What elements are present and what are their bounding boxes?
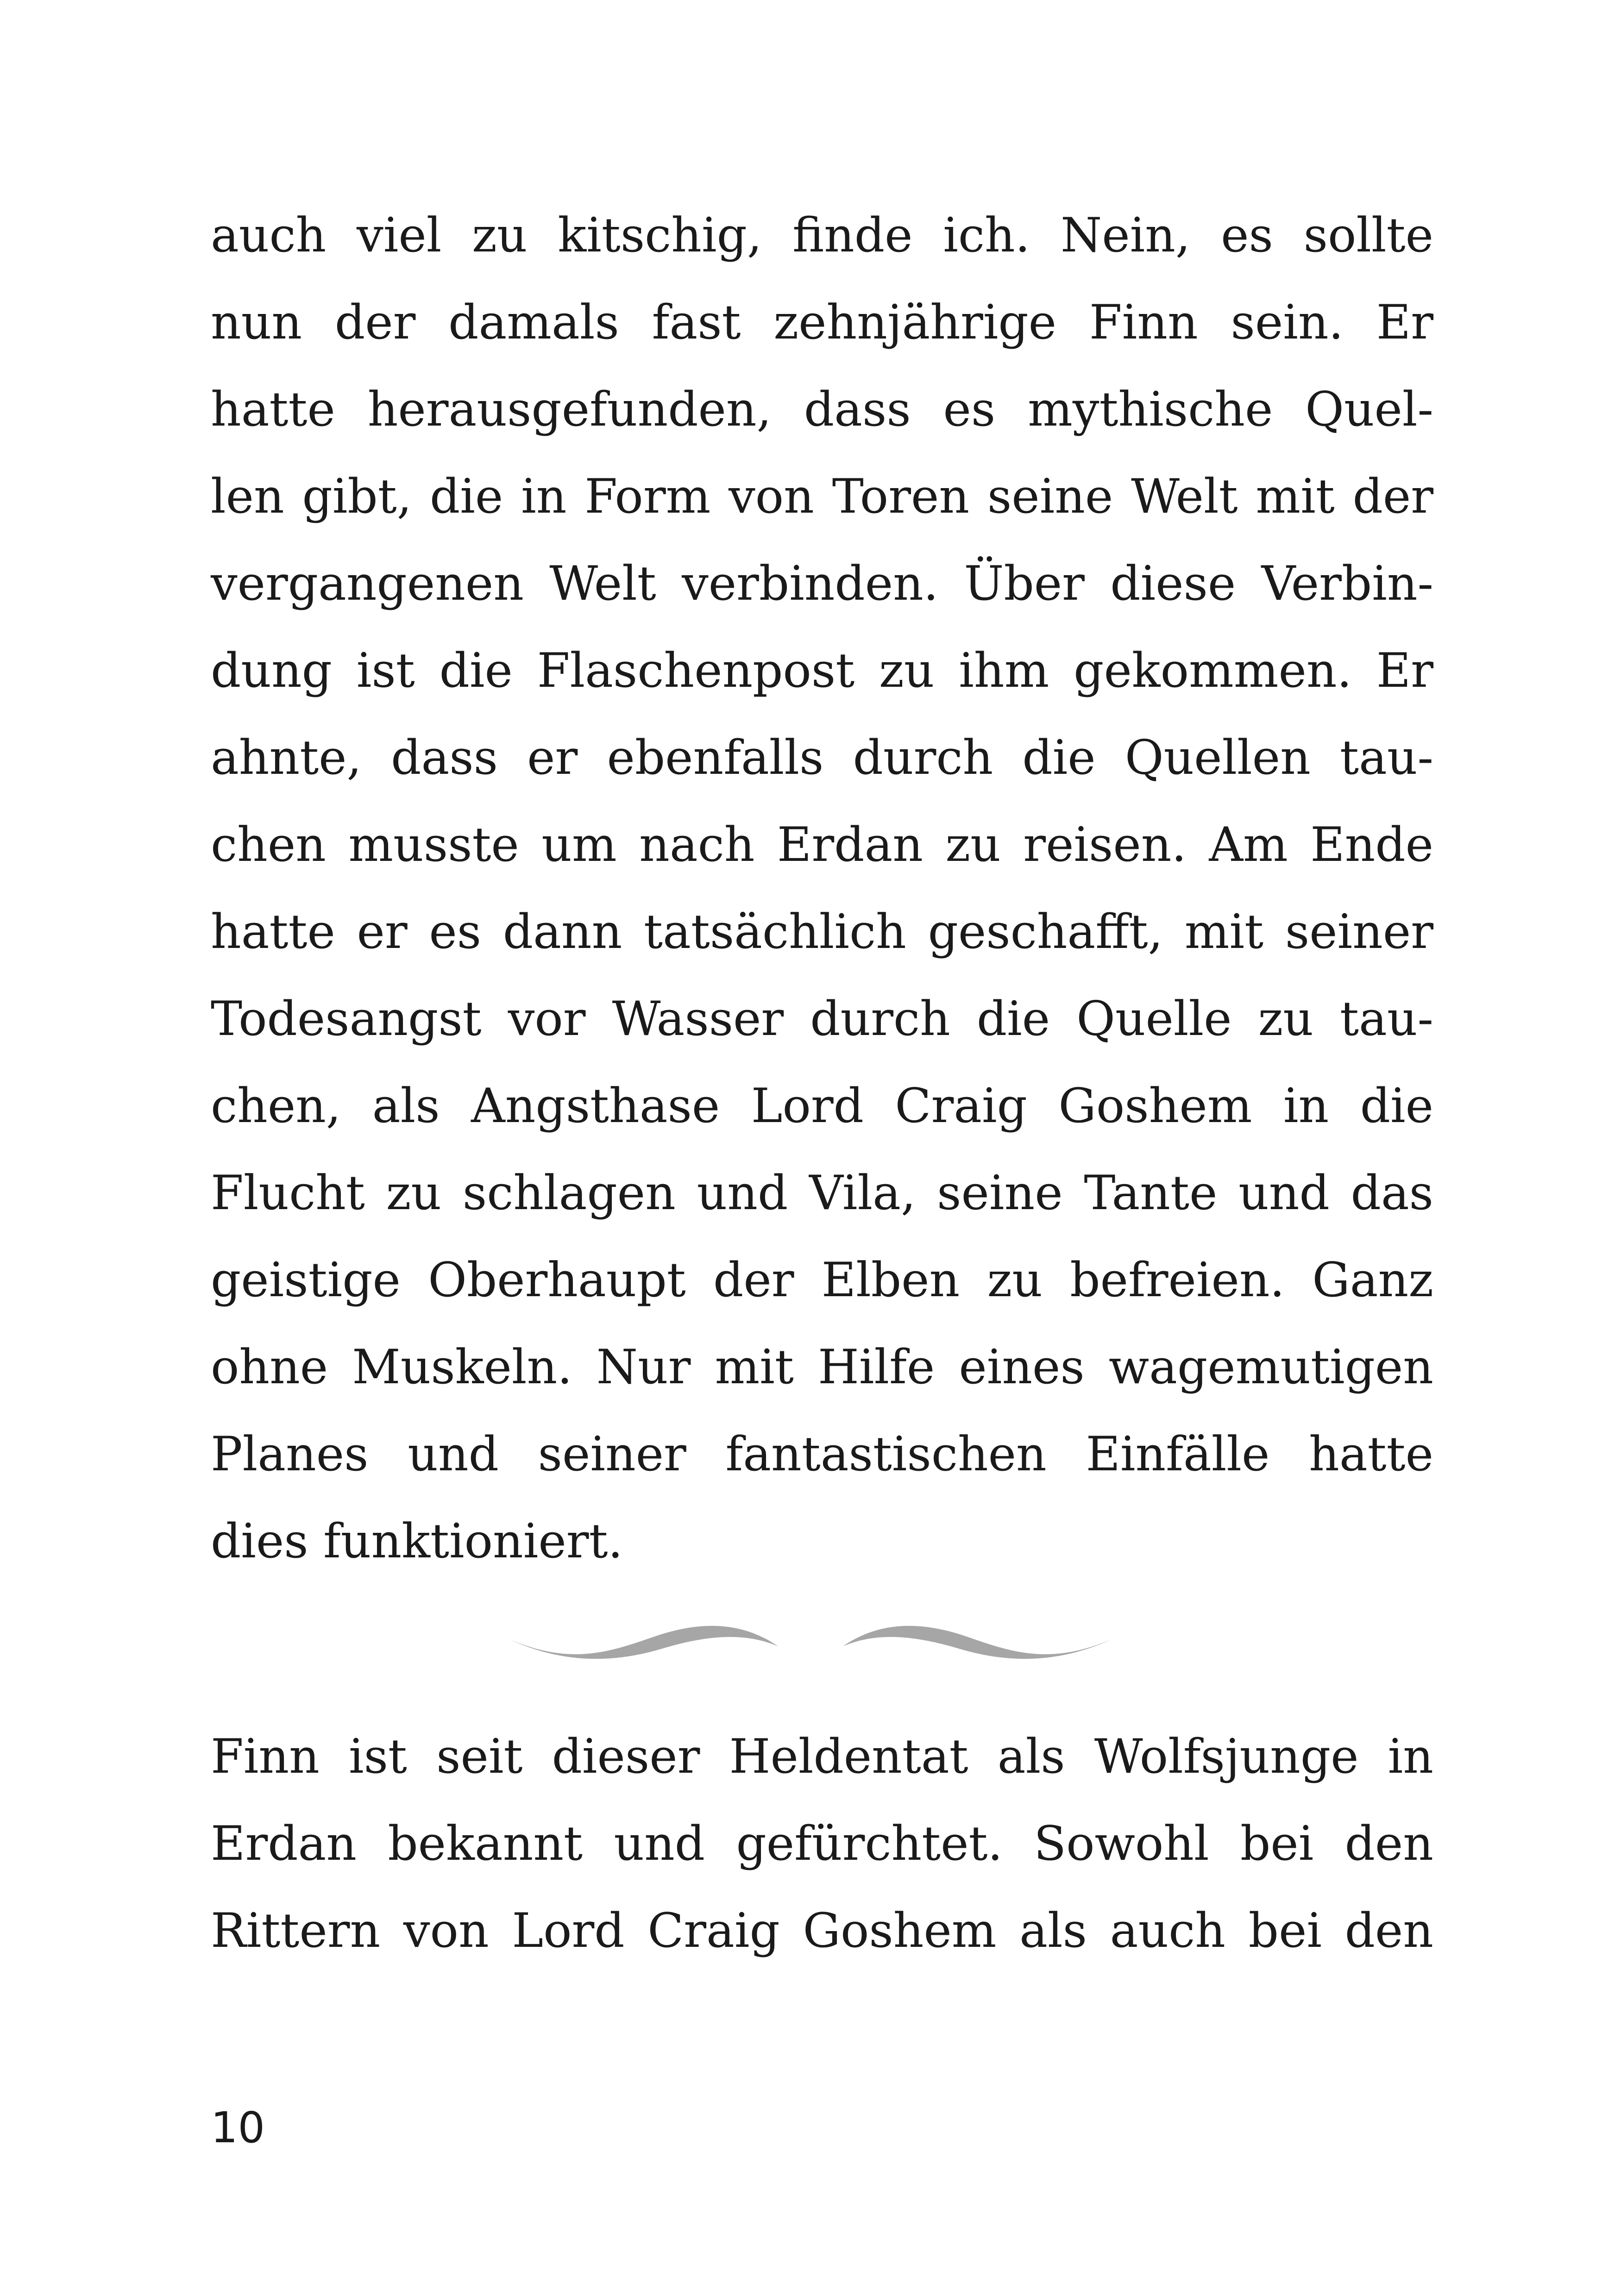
page-number: 10	[211, 2103, 265, 2152]
text-line: hatte herausgefunden, dass es mythische Quel-	[211, 382, 1433, 437]
text-line: vergangenen Welt verbinden. Über diese Verbin-	[211, 556, 1433, 611]
swash-right-stroke	[843, 1626, 1112, 1659]
text-line: Planes und seiner fantastischen Einfälle hatte	[211, 1427, 1433, 1482]
text-line: auch viel zu kitschig, finde ich. Nein, es sollte	[211, 208, 1433, 263]
text-line: nun der damals fast zehnjährige Finn sein. Er	[211, 295, 1433, 350]
text-line: Rittern von Lord Craig Goshem als auch bei den	[211, 1903, 1433, 1958]
text-line: hatte er es dann tatsächlich geschafft, mit seiner	[211, 904, 1433, 960]
swash-left-stroke	[509, 1626, 778, 1659]
text-line: geistige Oberhaupt der Elben zu befreien. Ganz	[211, 1253, 1433, 1308]
section-divider-swash-icon	[500, 1584, 1121, 1690]
text-line: chen musste um nach Erdan zu reisen. Am Ende	[211, 817, 1433, 872]
text-line: Finn ist seit dieser Heldentat als Wolfsjunge in	[211, 1729, 1433, 1784]
paragraph-2	[211, 1713, 1433, 1975]
text-line: chen, als Angsthase Lord Craig Goshem in die	[211, 1079, 1433, 1134]
text-line: Erdan bekannt und gefürchtet. Sowohl bei den	[211, 1816, 1433, 1871]
text-line: dies funktioniert.	[211, 1514, 623, 1569]
text-line: ohne Muskeln. Nur mit Hilfe eines wagemutigen	[211, 1340, 1433, 1395]
text-line: ahnte, dass er ebenfalls durch die Quellen tau-	[211, 730, 1433, 785]
paragraph-1	[211, 192, 1433, 1585]
text-line: Flucht zu schlagen und Vila, seine Tante und das	[211, 1166, 1433, 1221]
text-line: dung ist die Flaschenpost zu ihm gekommen. Er	[211, 643, 1433, 698]
text-line: Todesangst vor Wasser durch die Quelle zu tau-	[211, 991, 1433, 1047]
text-line: len gibt, die in Form von Toren seine Welt mit der	[211, 469, 1433, 524]
